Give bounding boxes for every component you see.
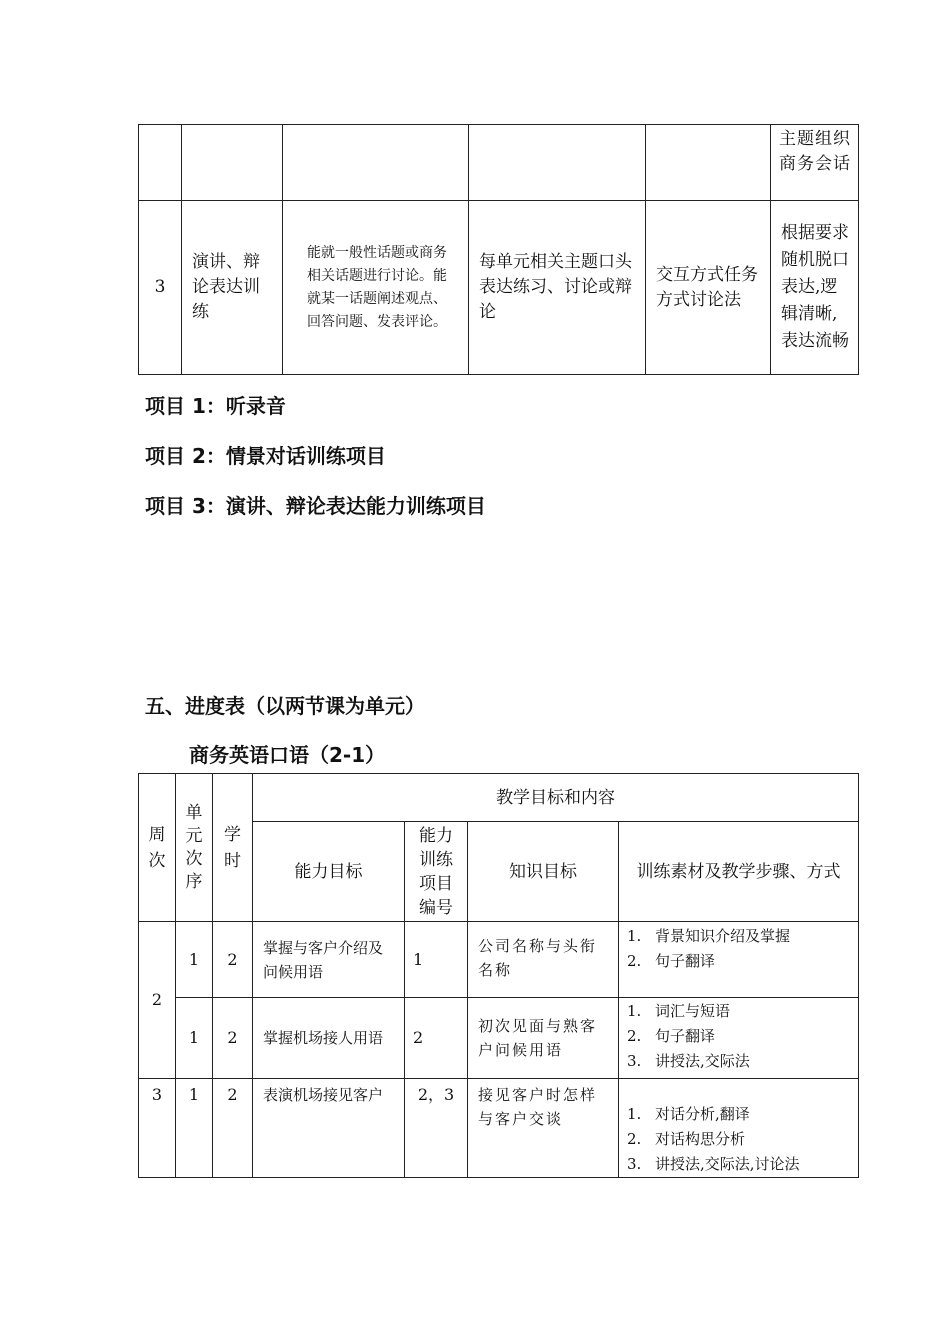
list-item: 1. 背景知识介绍及掌握 (627, 927, 791, 945)
table-row (139, 1079, 859, 1178)
steps-list (627, 1102, 850, 1177)
criteria-cell: 根据要求随机脱口表达,逻辑清晰,表达流畅 (771, 201, 859, 375)
unit-header: 单元次序 (176, 774, 213, 922)
knowledge-cell: 接见客户时怎样与客户交谈 (468, 1079, 619, 1178)
knowledge-cell: 初次见面与熟客户问候用语 (468, 998, 619, 1079)
table-row (139, 922, 859, 998)
table-row (139, 201, 859, 375)
project-no-cell: 1 (405, 922, 468, 998)
list-item: 1. 对话分析,翻译 (627, 1105, 750, 1123)
ability-cell: 能就一般性话题或商务相关话题进行讨论。能就某一话题阐述观点、回答问题、发表评论。 (283, 201, 469, 375)
steps-cell (619, 922, 859, 998)
table-row (139, 998, 859, 1079)
unit-cell: 1 (176, 1079, 213, 1178)
knowledge-cell: 公司名称与头衔名称 (468, 922, 619, 998)
list-item: 3. 讲授法,交际法,讨论法 (627, 1155, 800, 1173)
list-item: 2. 对话构思分析 (627, 1130, 746, 1148)
steps-list (627, 924, 850, 974)
hours-header: 学时 (213, 774, 253, 922)
materials-header: 训练素材及教学步骤、方式 (619, 822, 859, 922)
hours-cell: 2 (213, 998, 253, 1079)
content-cell: 每单元相关主题口头表达练习、讨论或辩论 (469, 201, 646, 375)
ability-cell: 掌握机场接人用语 (253, 998, 405, 1079)
knowledge-header: 知识目标 (468, 822, 619, 922)
unit-cell: 1 (176, 922, 213, 998)
list-item: 1. 词汇与短语 (627, 1002, 731, 1020)
table-row (139, 125, 859, 201)
course-title: 商务英语口语（2-1） (189, 743, 386, 767)
week-cell: 3 (139, 1079, 176, 1178)
ability-header: 能力目标 (253, 822, 405, 922)
steps-cell (619, 998, 859, 1079)
project-3-label: 项目 3：演讲、辩论表达能力训练项目 (145, 494, 486, 518)
week-header: 周次 (139, 774, 176, 922)
steps-cell (619, 1079, 859, 1178)
project-number-cell: 3 (139, 201, 182, 375)
project-1-label: 项目 1：听录音 (145, 394, 286, 418)
steps-list (627, 999, 850, 1074)
project-no-cell: 2，3 (405, 1079, 468, 1178)
project-no-header: 能力训练项目编号 (405, 822, 468, 922)
objectives-header: 教学目标和内容 (253, 774, 859, 822)
ability-cell: 表演机场接见客户 (253, 1079, 405, 1178)
week-cell: 2 (139, 922, 176, 1079)
method-cell: 交互方式任务方式讨论法 (646, 201, 771, 375)
list-item: 2. 句子翻译 (627, 952, 716, 970)
hours-cell: 2 (213, 922, 253, 998)
ability-training-table (138, 124, 859, 375)
hours-cell: 2 (213, 1079, 253, 1178)
schedule-table (138, 773, 859, 1178)
project-name-cell: 演讲、辩论表达训练 (182, 201, 283, 375)
list-item: 3. 讲授法,交际法 (627, 1052, 750, 1070)
list-item: 2. 句子翻译 (627, 1027, 716, 1045)
ability-cell: 掌握与客户介绍及问候用语 (253, 922, 405, 998)
unit-cell: 1 (176, 998, 213, 1079)
table-header-row (139, 774, 859, 822)
project-2-label: 项目 2：情景对话训练项目 (145, 444, 386, 468)
project-no-cell: 2 (405, 998, 468, 1079)
section-title: 五、进度表（以两节课为单元） (145, 694, 425, 718)
criteria-cell: 主题组织商务会话 (771, 125, 859, 201)
